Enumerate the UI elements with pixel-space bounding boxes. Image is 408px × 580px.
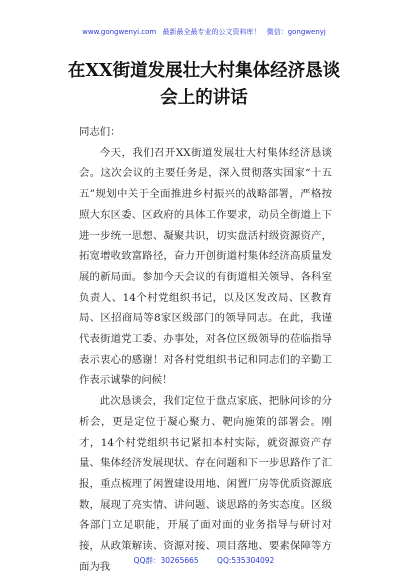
document-body [79,122,332,577]
document-title: 在XX街道发展壮大村集体经济恳谈会上的讲话 [67,61,341,108]
header-wechat: 微信：gongwenyj [266,28,326,36]
page-header [0,27,408,37]
page-footer [0,556,408,566]
footer-qq-group: QQ群：30265665 [133,556,199,565]
header-site-link[interactable]: www.gongwenyi.com [82,28,157,36]
body-paragraph: 此次恳谈会，我们定位于盘点家底、把脉问诊的分析会，更是定位于凝心聚力、靶向施策的部署会。刚才，14个村党组织书记紧扣本村实际，就资源资产存量、集体经济发展现状、存在问题和下一步思路作了汇报，重点梳理了闲置建设用地、闲置厂房等优质资源底数，展现了亮实情、讲问题、谈思路的务实态度。区级各部门立足职能，开展了面对面的业务指导与研讨对接，从政策解读、资源对接、项目落地、要素保障等方面为我 [79,395,332,573]
header-slogan: 最新最全最专业的公文资料库！ [162,28,261,36]
body-paragraph: 今天，我们召开XX街道发展壮大村集体经济恳谈会。这次会议的主要任务是，深入贯彻落实国家“十五五”规划中关于全面推进乡村振兴的战略部署，严格按照大东区委、区政府的具体工作要求，动员全街道上下进一步统一思想、凝聚共识，切实盘活村级资源资产，拓宽增收致富路径，奋力开创街道村集体经济高质量发展的新局面。参加今天会议的有街道相关领导、各科室负责人、14个村党组织书记，以及区发改局、区教育局、区招商局等8家区级部门的领导同志。在此，我谨代表街道党工委、办事处，对各位区级领导的莅临指导表示衷心的感谢！对各村党组织书记和同志们的辛勤工作表示诚挚的问候！ [79,146,332,387]
salutation: 同志们： [79,126,121,138]
footer-qq: QQ:535304092 [217,556,275,565]
